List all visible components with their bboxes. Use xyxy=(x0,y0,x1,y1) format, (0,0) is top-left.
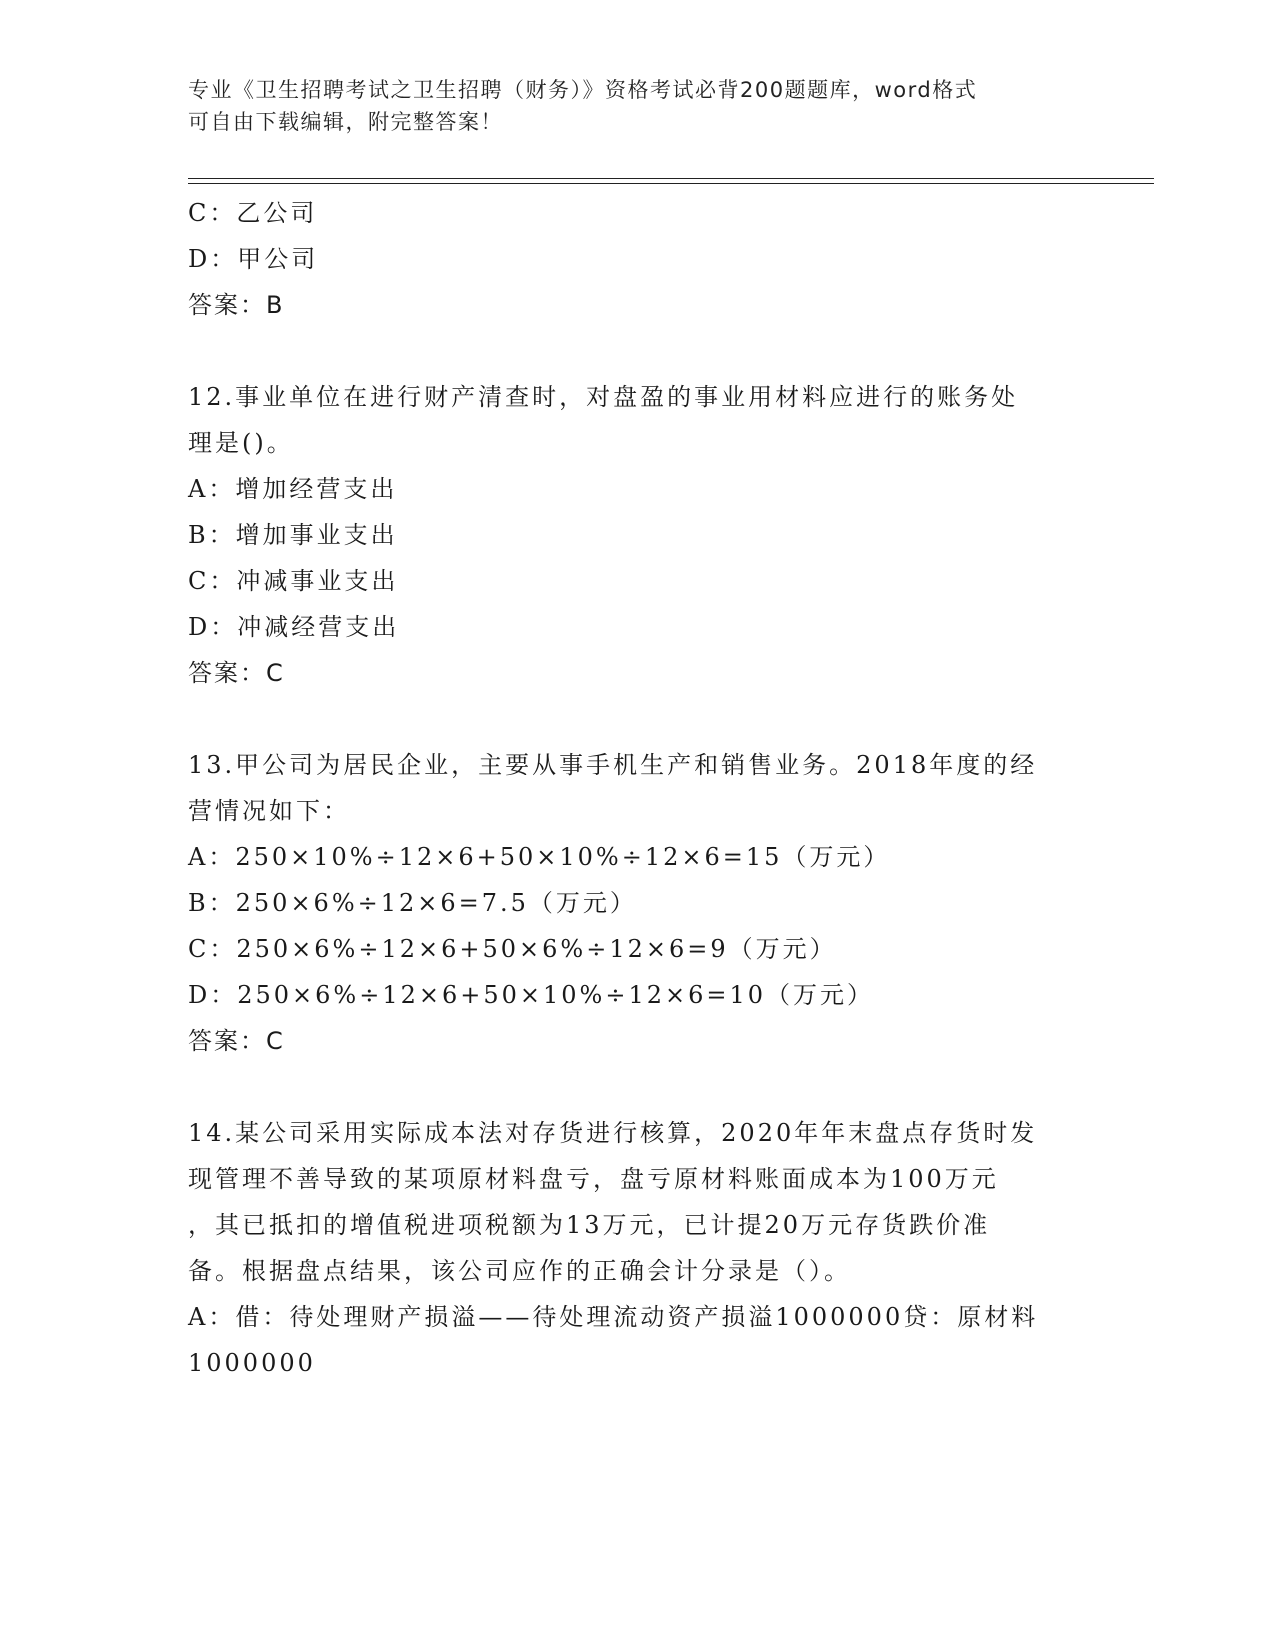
spacer xyxy=(188,328,1088,374)
question-stem: 12.事业单位在进行财产清查时，对盘盈的事业用材料应进行的账务处 xyxy=(188,383,1019,411)
question-stem: 理是()。 xyxy=(188,429,294,457)
option-d: D：冲减经营支出 xyxy=(188,613,400,641)
option-c: C：冲减事业支出 xyxy=(188,567,399,595)
option-d: D：250×6%÷12×6+50×10%÷12×6=10（万元） xyxy=(188,981,875,1009)
question-14 xyxy=(188,1110,1088,1386)
option-a: A：增加经营支出 xyxy=(188,475,398,503)
question-stem: 营情况如下： xyxy=(188,797,350,825)
question-stem: 13.甲公司为居民企业，主要从事手机生产和销售业务。2018年度的经 xyxy=(188,751,1038,779)
option-c: C：250×6%÷12×6+50×6%÷12×6=9（万元） xyxy=(188,935,837,963)
answer-line: 答案：C xyxy=(188,1027,285,1055)
question-11-tail xyxy=(188,190,1088,328)
answer-line: 答案：B xyxy=(188,291,285,319)
question-stem: 现管理不善导致的某项原材料盘亏，盘亏原材料账面成本为100万元 xyxy=(188,1165,999,1193)
question-stem: ，其已抵扣的增值税进项税额为13万元，已计提20万元存货跌价准 xyxy=(188,1211,991,1239)
question-stem: 备。根据盘点结果，该公司应作的正确会计分录是（）。 xyxy=(188,1257,851,1285)
header-title-line: 专业《卫生招聘考试之卫生招聘（财务）》资格考试必背200题题库，word格式 xyxy=(188,78,978,102)
answer-line: 答案：C xyxy=(188,659,285,687)
question-list xyxy=(188,190,1088,1386)
option-d: D：甲公司 xyxy=(188,245,319,273)
question-13 xyxy=(188,742,1088,1064)
spacer xyxy=(188,1064,1088,1110)
header-divider-top xyxy=(188,178,1154,179)
option-b: B：增加事业支出 xyxy=(188,521,398,549)
option-b: B：250×6%÷12×6=7.5（万元） xyxy=(188,889,637,917)
option-a-continued: 1000000 xyxy=(188,1349,316,1377)
header-divider-bottom xyxy=(188,183,1154,184)
option-c: C：乙公司 xyxy=(188,199,318,227)
header-subtitle-line: 可自由下载编辑，附完整答案！ xyxy=(188,110,503,134)
option-a: A：250×10%÷12×6+50×10%÷12×6=15（万元） xyxy=(188,843,891,871)
question-12 xyxy=(188,374,1088,696)
spacer xyxy=(188,696,1088,742)
question-stem: 14.某公司采用实际成本法对存货进行核算，2020年年末盘点存货时发 xyxy=(188,1119,1038,1147)
option-a: A：借：待处理财产损溢——待处理流动资产损溢1000000贷：原材料 xyxy=(188,1303,1039,1331)
document-header xyxy=(188,74,1088,138)
